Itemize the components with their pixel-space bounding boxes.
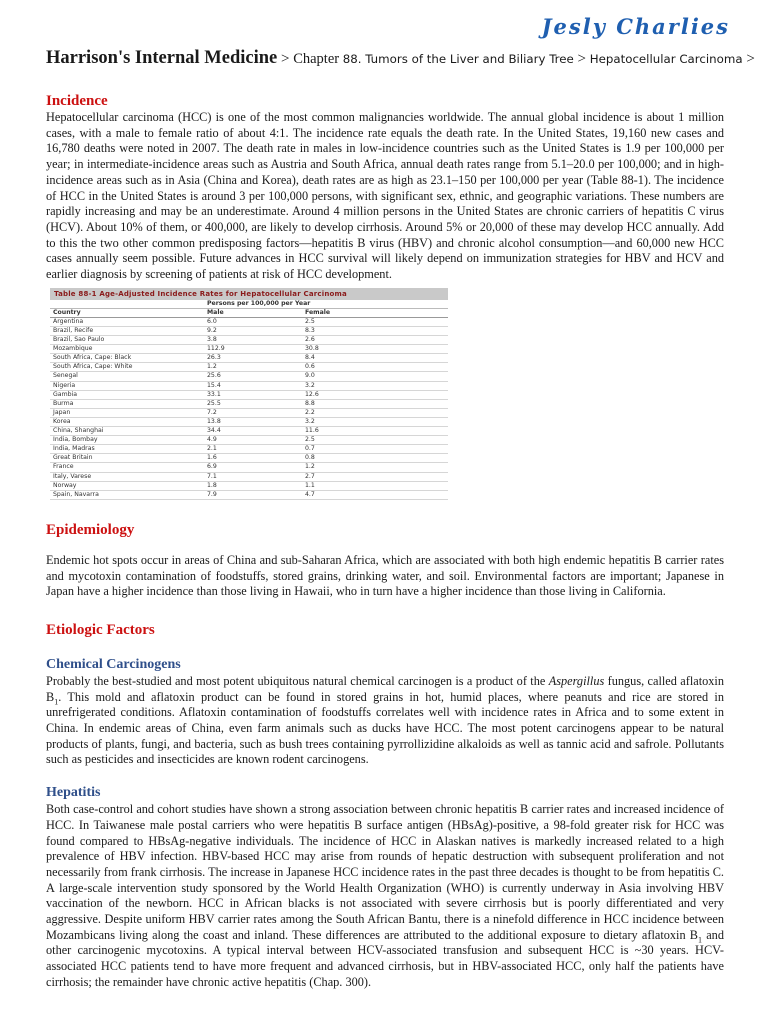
breadcrumb-section[interactable]: Hepatocellular Carcinoma [589, 52, 743, 66]
female-rate-cell: 3.2 [302, 417, 448, 426]
country-cell: Italy, Varese [50, 472, 204, 481]
country-cell: Mozambique [50, 345, 204, 354]
chemical-carcinogens-paragraph: Probably the best-studied and most potent ubiquitous natural chemical carcinogen is a product of the Aspergillus fungus, called aflatoxin $B_1$. This mold and aflatoxin product can be found in stored grains in hot, humid places, where peanuts and rice are stored in unrefrigerated conditions. Aflatoxin contamination of foodstuffs correlates well with incidence rates in Africa and to some extent in China. In endemic areas of China, even farm animals such as ducks have HCC. The most potent carcinogens appear to be natural products of plants, fungi, and bacteria, such as bush trees containing pyrrollizidine alkaloids as well as tannic acid and safrole. Pollutants such as pesticides and insecticides are known rodent carcinogens. [46, 673, 724, 767]
female-rate-cell: 8.8 [302, 399, 448, 408]
female-rate-cell: 9.0 [302, 372, 448, 381]
country-cell: Norway [50, 481, 204, 490]
male-rate-cell: 4.9 [204, 436, 302, 445]
hepatitis-heading: Hepatitis [46, 785, 101, 801]
female-rate-cell: 8.3 [302, 327, 448, 336]
male-rate-cell: 25.6 [204, 372, 302, 381]
signature: Jesly Charlies [541, 14, 730, 39]
breadcrumb-chapter-number[interactable]: 88. [342, 52, 362, 66]
incidence-table-container [50, 288, 448, 500]
female-rate-cell: 1.1 [302, 481, 448, 490]
country-cell: Burma [50, 399, 204, 408]
breadcrumb [46, 46, 756, 70]
male-rate-cell: 34.4 [204, 427, 302, 436]
table-row [50, 345, 448, 354]
female-rate-cell: 0.8 [302, 454, 448, 463]
male-rate-cell: 1.2 [204, 363, 302, 372]
female-rate-cell: 2.2 [302, 408, 448, 417]
incidence-heading: Incidence [46, 93, 108, 109]
table-header-row [50, 308, 448, 317]
country-cell: Japan [50, 408, 204, 417]
country-cell: Brazil, Sao Paulo [50, 336, 204, 345]
male-rate-cell: 15.4 [204, 381, 302, 390]
country-cell: Brazil, Recife [50, 327, 204, 336]
table-row [50, 327, 448, 336]
hepatitis-paragraph: Both case-control and cohort studies have shown a strong association between chronic hepatitis B carrier rates and increased incidence of HCC. In Taiwanese male postal carriers who were hepatitis B surface antigen (HBsAg)-positive, a 98-fold greater risk for HCC was found compared to HBsAg-negative individuals. The incidence of HCC in Alaskan natives is markedly increased related to a high prevalence of HBV infection. HBV-based HCC may arise from rounds of hepatic destruction with subsequent proliferation and not necessarily from frank cirrhosis. The increase in Japanese HCC incidence rates in the past three decades is thought to be from hepatitis C. A large-scale intervention study sponsored by the World Health Organization (WHO) is currently underway in Asia involving HBV vaccination of the newborn. HCC in African blacks is not associated with severe cirrhosis but is poorly differentiated and very aggressive. Despite uniform HBV carrier rates among the South African Bantu, there is a ninefold difference in HCC incidence between Mozambicans living along the coast and inland. These differences are attributed to the additional exposure to dietary aflatoxin $B_1$ and other carcinogenic mycotoxins. A typical interval between HCV-associated transfusion and subsequent HCC is ~30 years. HCV-associated HCC patients tend to have more frequent and advanced cirrhosis, but in HBV-associated HCC, only half the patients have cirrhosis; the remainder have chronic active hepatitis (Chap. 300). [46, 802, 724, 989]
breadcrumb-separator: > [573, 51, 590, 67]
table-row [50, 408, 448, 417]
female-rate-cell: 2.6 [302, 336, 448, 345]
table-row [50, 454, 448, 463]
male-rate-cell: 1.6 [204, 454, 302, 463]
chemical-carcinogens-heading: Chemical Carcinogens [46, 656, 181, 672]
table-row [50, 317, 448, 326]
table-row [50, 417, 448, 426]
table-group-header: Persons per 100,000 per Year [204, 300, 448, 309]
male-rate-cell: 7.1 [204, 472, 302, 481]
country-cell: France [50, 463, 204, 472]
incidence-paragraph: Hepatocellular carcinoma (HCC) is one of the most common malignancies worldwide. The annual global incidence is about 1 million cases, with a male to female ratio of about 4:1. The incidence rate equals the death rate. In the United States, 19,160 new cases and 16,780 deaths were noted in 2007. The death rate in males in low-incidence countries such as the United States is 1.9 per 100,000 per year; in intermediate-incidence areas such as Austria and South Africa, annual death rates range from 5.1–20.0 per 100,000; and in high-incidence areas such as in Asia (China and Korea), death rates are as high as 23.1–150 per 100,000 per year (Table 88-1). The incidence of HCC in the United States is around 3 per 100,000 persons, with significant sex, ethnic, and geographic variations. These numbers are rapidly increasing and may be an underestimate. Around 4 million persons in the United States are chronic carriers of hepatitis C virus (HCV). About 10% of them, or 400,000, are likely to develop cirrhosis. Around 5% or 20,000 of these may develop HCC annually. Add to this the two other common predisposing factors—hepatitis B virus (HBV) and chronic alcohol consumption—and 60,000 new HCC cases annually seem possible. Future advances in HCC survival will likely depend on immunization strategies for HBV and HCV and earlier diagnosis by screening of patients at risk of HCC development. [46, 110, 724, 282]
table-row [50, 481, 448, 490]
table-row [50, 363, 448, 372]
male-rate-cell: 7.9 [204, 490, 302, 499]
article-content [46, 92, 724, 991]
male-rate-cell: 2.1 [204, 445, 302, 454]
table-row [50, 390, 448, 399]
table-row [50, 381, 448, 390]
country-cell: Spain, Navarra [50, 490, 204, 499]
table-row [50, 354, 448, 363]
female-rate-cell: 2.7 [302, 472, 448, 481]
male-rate-cell: 25.5 [204, 399, 302, 408]
column-header-country: Country [50, 308, 204, 317]
male-rate-cell: 9.2 [204, 327, 302, 336]
male-rate-cell: 1.8 [204, 481, 302, 490]
female-rate-cell: 1.2 [302, 463, 448, 472]
male-rate-cell: 6.0 [204, 317, 302, 326]
country-cell: Gambia [50, 390, 204, 399]
breadcrumb-separator: > [742, 51, 755, 67]
aspergillus-term: Aspergillus [548, 673, 605, 688]
country-cell: South Africa, Cape: White [50, 363, 204, 372]
country-cell: Great Britain [50, 454, 204, 463]
table-row [50, 372, 448, 381]
table-row [50, 490, 448, 499]
table-group-header-row [50, 300, 448, 309]
female-rate-cell: 0.6 [302, 363, 448, 372]
breadcrumb-chapter-prefix[interactable]: Chapter [293, 51, 343, 67]
female-rate-cell: 11.6 [302, 427, 448, 436]
epidemiology-heading: Epidemiology [46, 521, 135, 538]
female-rate-cell: 0.7 [302, 445, 448, 454]
column-header-male: Male [204, 308, 302, 317]
female-rate-cell: 30.8 [302, 345, 448, 354]
country-cell: Korea [50, 417, 204, 426]
table-caption: Table 88-1 Age-Adjusted Incidence Rates for Hepatocellular Carcinoma [50, 288, 448, 300]
column-header-female: Female [302, 308, 448, 317]
table-row [50, 399, 448, 408]
female-rate-cell: 4.7 [302, 490, 448, 499]
table-row [50, 427, 448, 436]
table-row [50, 436, 448, 445]
country-cell: Senegal [50, 372, 204, 381]
etiologic-factors-heading: Etiologic Factors [46, 621, 155, 638]
female-rate-cell: 12.6 [302, 390, 448, 399]
country-cell: India, Bombay [50, 436, 204, 445]
table-row [50, 472, 448, 481]
country-cell: Nigeria [50, 381, 204, 390]
male-rate-cell: 6.9 [204, 463, 302, 472]
male-rate-cell: 26.3 [204, 354, 302, 363]
incidence-table [50, 288, 448, 500]
table-row [50, 463, 448, 472]
male-rate-cell: 13.8 [204, 417, 302, 426]
country-cell: India, Madras [50, 445, 204, 454]
country-cell: China, Shanghai [50, 427, 204, 436]
male-rate-cell: 7.2 [204, 408, 302, 417]
breadcrumb-separator: > [277, 51, 294, 67]
male-rate-cell: 112.9 [204, 345, 302, 354]
breadcrumb-book[interactable]: Harrison's Internal Medicine [46, 48, 278, 68]
female-rate-cell: 2.5 [302, 436, 448, 445]
table-row [50, 445, 448, 454]
breadcrumb-chapter-title[interactable]: Tumors of the Liver and Biliary Tree [361, 52, 574, 66]
epidemiology-paragraph: Endemic hot spots occur in areas of China and sub-Saharan Africa, which are associated with both high endemic hepatitis B carrier rates and mycotoxin contamination of foodstuffs, stored grains, drinking water, and soil. Environmental factors are important; Japanese in Japan have a higher incidence than those living in Hawaii, who in turn have a higher incidence than those living in California. [46, 552, 724, 599]
male-rate-cell: 33.1 [204, 390, 302, 399]
table-row [50, 336, 448, 345]
country-cell: Argentina [50, 317, 204, 326]
female-rate-cell: 2.5 [302, 317, 448, 326]
female-rate-cell: 3.2 [302, 381, 448, 390]
female-rate-cell: 8.4 [302, 354, 448, 363]
male-rate-cell: 3.8 [204, 336, 302, 345]
country-cell: South Africa, Cape: Black [50, 354, 204, 363]
